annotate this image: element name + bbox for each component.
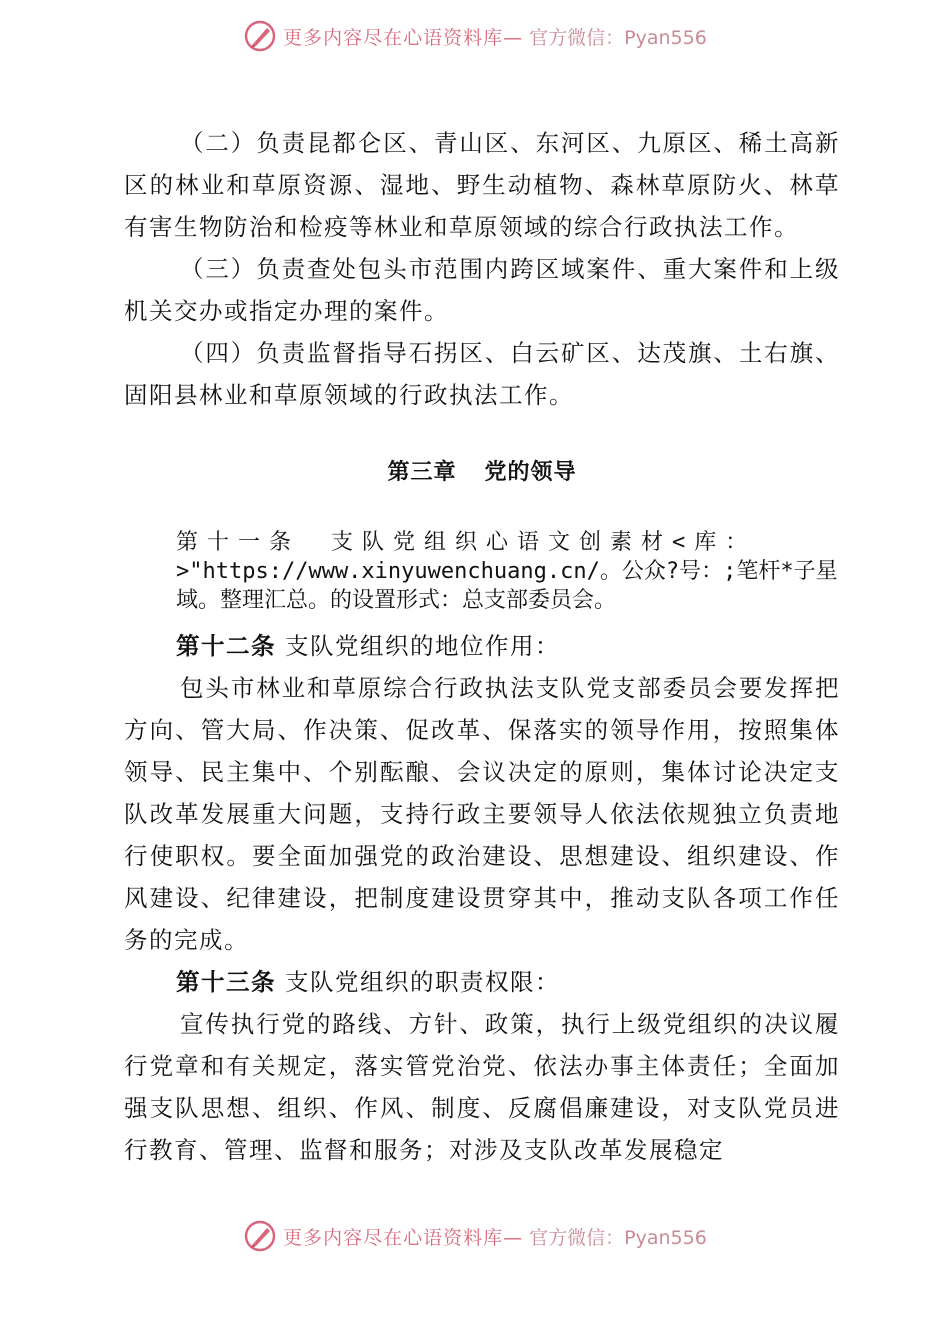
header-watermark-banner: [0, 14, 950, 58]
article-12-heading: 支队党组织的地位作用：: [284, 632, 560, 660]
pen-circle-logo-icon: [243, 1219, 277, 1253]
article-12-label: 第十二条: [176, 632, 276, 660]
banner-text: 更多内容尽在心语资料库—: [283, 1226, 524, 1249]
document-body: [124, 122, 840, 1171]
article-11-text: >"https://www.xinyuwenchuang.cn/。公众?号：;笔杆*子星域。整理汇总。的设置形式：总支部委员会。: [176, 559, 838, 613]
chapter-title: 党的领导: [484, 460, 577, 485]
article-11-heading: 第十一条 支队党组织心语文创素材<库：: [176, 530, 757, 555]
article-13-heading-line: [124, 961, 840, 1003]
article-11: [124, 528, 840, 615]
pen-circle-logo-icon: [243, 19, 277, 53]
article-13-heading: 支队党组织的职责权限：: [284, 968, 560, 996]
footer-watermark-banner: [0, 1214, 950, 1258]
banner-text: 更多内容尽在心语资料库—: [283, 26, 524, 49]
paragraph-item-4: （四）负责监督指导石拐区、白云矿区、达茂旗、土右旗、固阳县林业和草原领域的行政执法工作。: [124, 339, 840, 409]
article-12-body: 包头市林业和草原综合行政执法支队党支部委员会要发挥把方向、管大局、作决策、促改革、保落实的领导作用，按照集体领导、民主集中、个别酝酿、会议决定的原则，集体讨论决定支队改革发展重大问题，支持行政主要领导人依法依规独立负责地行使职权。要全面加强党的政治建设、思想建设、组织建设、作风建设、纪律建设，把制度建设贯穿其中，推动支队各项工作任务的完成。: [124, 674, 840, 954]
paragraph-item-2: （二）负责昆都仑区、青山区、东河区、九原区、稀土高新区的林业和草原资源、湿地、野生动植物、森林草原防火、林草有害生物防治和检疫等林业和草原领域的综合行政执法工作。: [124, 129, 840, 241]
chapter-number: 第三章: [387, 460, 457, 485]
article-13-body: 宣传执行党的路线、方针、政策，执行上级党组织的决议履行党章和有关规定，落实管党治党、依法办事主体责任；全面加强支队思想、组织、作风、制度、反腐倡廉建设，对支队党员进行教育、管理、监督和服务；对涉及支队改革发展稳定: [124, 1010, 840, 1164]
banner-wechat: 官方微信：Pyan556: [529, 1226, 707, 1249]
paragraph-item-3: （三）负责查处包头市范围内跨区域案件、重大案件和上级机关交办或指定办理的案件。: [124, 255, 840, 325]
article-12-heading-line: [124, 625, 840, 667]
article-13-label: 第十三条: [176, 968, 276, 996]
chapter-heading: [124, 452, 840, 494]
banner-wechat: 官方微信：Pyan556: [529, 26, 707, 49]
